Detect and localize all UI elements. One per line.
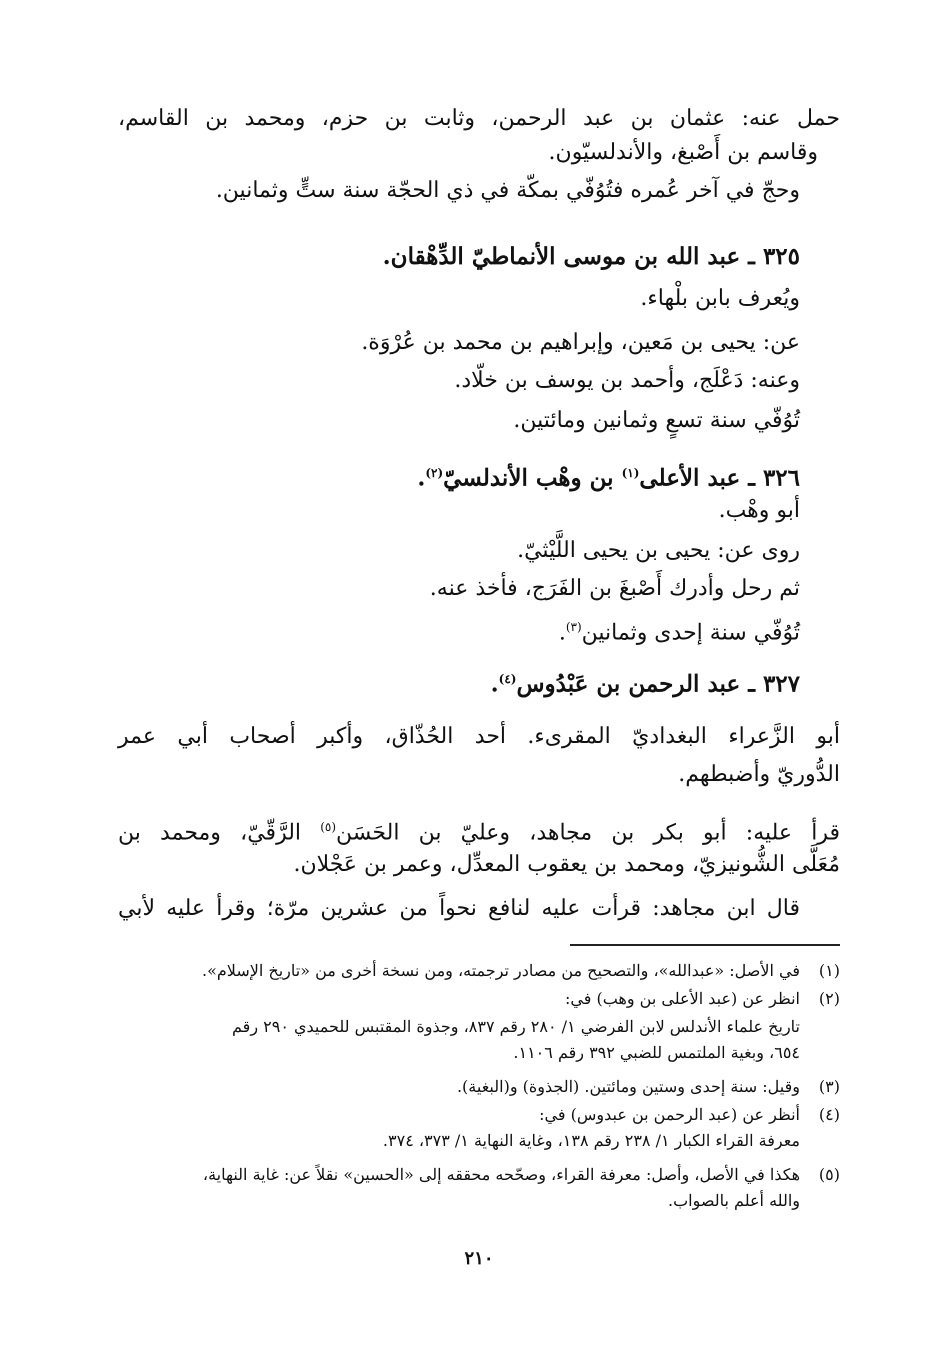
heading-text: . <box>417 464 426 492</box>
heading-text: بن وهْب الأندلسيّ <box>443 464 622 492</box>
entry-heading-326 <box>417 456 800 496</box>
footnote-number: (٥) <box>818 1165 840 1184</box>
footnote-number: (١) <box>818 961 840 980</box>
footnote-5 <box>118 1162 840 1188</box>
footnote-number: (٤) <box>818 1105 840 1124</box>
footnote-number: (٢) <box>818 989 840 1008</box>
footnote-text: أنظر عن (عبد الرحمن بن عبدوس) في: <box>539 1105 800 1124</box>
text-span: تُوُفّي سنة إحدى وثمانين <box>581 620 800 646</box>
footnote-ref: (١) <box>621 466 640 480</box>
text-line: أبو الزَّعراء البغداديّ المقرىء. أحد الحُذّاق، وأكبر أصحاب أبي عمر <box>118 724 840 749</box>
text-span: قرأ عليه: أبو بكر بن مجاهد، وعليّ بن الحَسَن <box>336 820 841 846</box>
page-number: ٢١٠ <box>464 1248 494 1269</box>
text-line: وقاسم بن أَصْبغ، والأندلسيّون. <box>548 140 818 165</box>
footnote-text: في الأصل: «عبدالله»، والتصحيح من مصادر ترجمته، ومن نسخة أخرى من «تاريخ الإسلام». <box>201 961 800 980</box>
text-line: عن: يحيى بن مَعين، وإبراهيم بن محمد بن عُرْوَة. <box>361 330 800 355</box>
entry-heading-325: ٣٢٥ ـ عبد الله بن موسى الأنماطيّ الدِّهْقان. <box>382 243 800 270</box>
text-line: حمل عنه: عثمان بن عبد الرحمن، وثابت بن حزم، ومحمد بن القاسم، <box>118 106 840 131</box>
text-line <box>559 610 800 650</box>
footnote-number: (٣) <box>818 1077 840 1096</box>
footnote-ref: (٥) <box>320 820 337 834</box>
text-line: مُعَلَّى الشُّونيزيّ، ومحمد بن يعقوب المعدِّل، وعمر بن عَجْلان. <box>293 852 840 877</box>
text-line: أبو وهْب. <box>718 498 800 523</box>
footnote-divider <box>570 944 840 946</box>
footnote-2-cont: تاريخ علماء الأندلس لابن الفرضي ١/ ٢٨٠ رقم ٨٣٧، وجذوة المقتبس للحميدي ٢٩٠ رقم <box>232 1017 800 1036</box>
footnote-2-cont: ٦٥٤، وبغية الملتمس للضبي ٣٩٢ رقم ١١٠٦. <box>513 1043 800 1062</box>
footnote-1 <box>118 958 840 984</box>
text-line: قال ابن مجاهد: قرأت عليه لنافع نحواً من عشرين مرّة؛ وقرأ عليه لأبي <box>118 896 800 921</box>
text-line <box>118 810 840 850</box>
footnote-text: وقيل: سنة إحدى وستين ومائتين. (الجذوة) و(البغية). <box>456 1077 800 1096</box>
footnote-4-cont: معرفة القراء الكبار ١/ ٢٣٨ رقم ١٣٨، وغاية النهاية ١/ ٣٧٣، ٣٧٤. <box>382 1131 800 1150</box>
footnote-ref: (٢) <box>425 466 444 480</box>
book-page <box>118 96 840 1316</box>
heading-text: . <box>490 670 499 698</box>
footnote-5-cont: والله أعلم بالصواب. <box>668 1191 800 1210</box>
footnote-4 <box>118 1102 840 1128</box>
text-span: . <box>558 620 566 646</box>
text-line: تُوُفّي سنة تسعٍ وثمانين ومائتين. <box>513 408 800 433</box>
text-line: وحجّ في آخر عُمره فتُوُفّي بمكّة في ذي الحجّة سنة ستٍّ وثمانين. <box>215 178 800 203</box>
footnote-text: هكذا في الأصل، وأصل: معرفة القراء، وصحّحه محققه إلى «الحسين» نقلاً عن: غاية النهاية، <box>202 1165 800 1184</box>
text-line: وعنه: دَعْلَج، وأحمد بن يوسف بن خلّاد. <box>454 368 800 393</box>
text-line: روى عن: يحيى بن يحيى اللَّيْثيّ. <box>517 538 800 563</box>
heading-text: ٣٢٦ ـ عبد الأعلى <box>639 464 800 492</box>
text-line: ويُعرف بابن بلْهاء. <box>640 286 800 311</box>
footnote-3 <box>118 1074 840 1100</box>
text-line: الدُّوريّ وأضبطهم. <box>678 762 840 787</box>
footnote-text: انظر عن (عبد الأعلى بن وهب) في: <box>565 989 800 1008</box>
text-span: الرَّقّيّ، ومحمد بن <box>118 820 321 846</box>
entry-heading-327 <box>491 662 800 702</box>
text-line: ثم رحل وأدرك أَصْبغَ بن الفَرَج، فأخذ عنه. <box>429 576 800 601</box>
footnote-2 <box>118 986 840 1012</box>
footnote-ref: (٣) <box>565 620 582 634</box>
heading-text: ٣٢٧ ـ عبد الرحمن بن عَبْدُوس <box>516 670 800 698</box>
footnote-ref: (٤) <box>498 672 517 686</box>
